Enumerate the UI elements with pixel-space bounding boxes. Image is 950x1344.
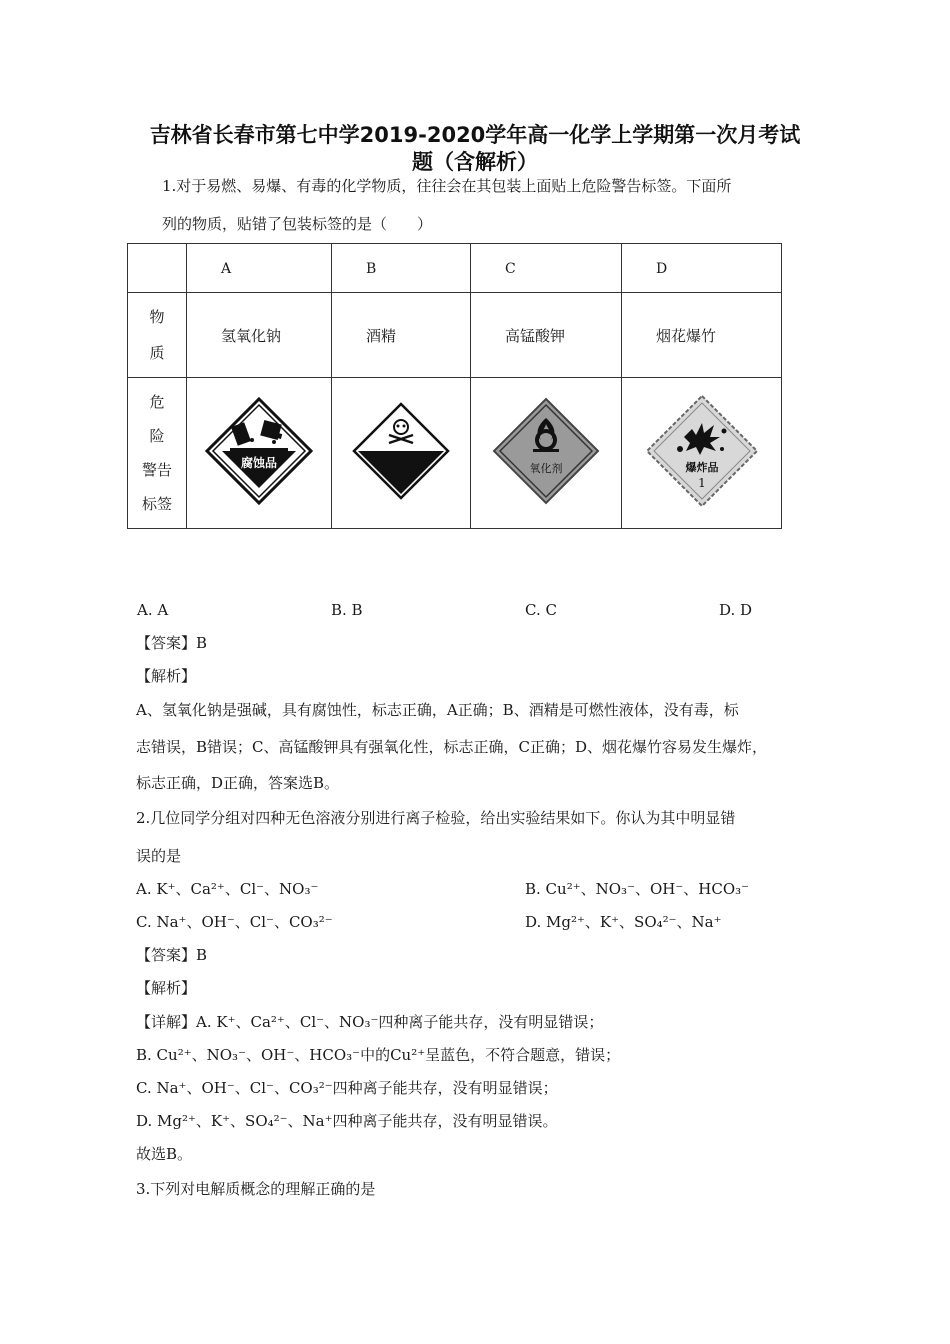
q1-stem-line-1: 1.对于易燃、易爆、有毒的化学物质，往往会在其包装上面贴上危险警告标签。下面所 [162, 177, 732, 195]
header-b: B [366, 261, 377, 277]
q3-stem: 3.下列对电解质概念的理解正确的是 [136, 1180, 376, 1198]
header-c: C [505, 261, 516, 277]
q2-conclusion: 故选B。 [136, 1145, 193, 1163]
corrosive-sign-text: 腐蚀品 [240, 456, 278, 470]
q1-analysis-line-3: 标志正确，D正确，答案选B。 [136, 774, 340, 792]
oxidizer-sign-icon [491, 396, 601, 506]
table-header-row [128, 244, 782, 293]
q2-detail-b: B. Cu²⁺、NO₃⁻、OH⁻、HCO₃⁻中的Cu²⁺呈蓝色，不符合题意，错误； [136, 1046, 621, 1064]
warning-label-row [128, 378, 782, 529]
document-title [60, 122, 890, 176]
toxic-sign-icon [351, 401, 451, 501]
hazard-label-table [127, 243, 782, 529]
explosive-sign-icon [644, 393, 760, 509]
q1-option-b: B. B [331, 601, 363, 619]
q1-option-a: A. A [137, 601, 169, 619]
q2-analysis-title: 【解析】 [136, 979, 197, 997]
substance-a: 氢氧化钠 [187, 293, 332, 378]
q1-analysis-title: 【解析】 [136, 667, 197, 685]
q1-option-c: C. C [525, 601, 557, 619]
q2-option-c: C. Na⁺、OH⁻、Cl⁻、CO₃²⁻ [136, 913, 333, 931]
q2-option-a: A. K⁺、Ca²⁺、Cl⁻、NO₃⁻ [136, 880, 319, 898]
header-d: D [656, 261, 668, 277]
q1-option-d: D. D [719, 601, 753, 619]
explosive-sign-number: 1 [697, 476, 706, 490]
table-corner-cell [128, 244, 187, 293]
q1-analysis-line-2: 志错误，B错误；C、高锰酸钾具有强氧化性，标志正确，C正确；D、烟花爆竹容易发生爆炸， [136, 738, 768, 756]
title-line-2: 题（含解析） [412, 150, 538, 174]
q1-answer: 【答案】B [136, 634, 208, 652]
q2-stem-line-2: 误的是 [136, 847, 182, 865]
q2-stem-line-1: 2.几位同学分组对四种无色溶液分别进行离子检验，给出实验结果如下。你认为其中明显错 [136, 809, 736, 827]
q1-stem-line-2: 列的物质，贴错了包装标签的是（ ） [162, 215, 433, 233]
q2-answer: 【答案】B [136, 946, 208, 964]
oxidizer-sign-text: 氧化剂 [529, 462, 563, 475]
q2-option-b: B. Cu²⁺、NO₃⁻、OH⁻、HCO₃⁻ [525, 880, 750, 898]
q2-detail-a: 【详解】A. K⁺、Ca²⁺、Cl⁻、NO₃⁻四种离子能共存，没有明显错误； [136, 1013, 604, 1031]
substance-d: 烟花爆竹 [622, 293, 782, 378]
q1-analysis-line-1: A、氢氧化钠是强碱，具有腐蚀性，标志正确，A正确；B、酒精是可燃性液体，没有毒，标 [136, 701, 739, 719]
row-label-warning: 危 险 警告 标签 [128, 378, 187, 529]
row-label-substance: 物 质 [128, 293, 187, 378]
substance-c: 高锰酸钾 [471, 293, 622, 378]
q2-option-d: D. Mg²⁺、K⁺、SO₄²⁻、Na⁺ [525, 913, 722, 931]
corrosive-sign-icon [204, 396, 314, 506]
title-line-1: 吉林省长春市第七中学2019-2020学年高一化学上学期第一次月考试 [149, 123, 801, 147]
substance-row [128, 293, 782, 378]
substance-b: 酒精 [332, 293, 471, 378]
explosive-sign-text: 爆炸品 [685, 461, 718, 474]
q2-detail-d: D. Mg²⁺、K⁺、SO₄²⁻、Na⁺四种离子能共存，没有明显错误。 [136, 1112, 558, 1130]
q2-detail-c: C. Na⁺、OH⁻、Cl⁻、CO₃²⁻四种离子能共存，没有明显错误； [136, 1079, 558, 1097]
header-a: A [221, 261, 232, 277]
